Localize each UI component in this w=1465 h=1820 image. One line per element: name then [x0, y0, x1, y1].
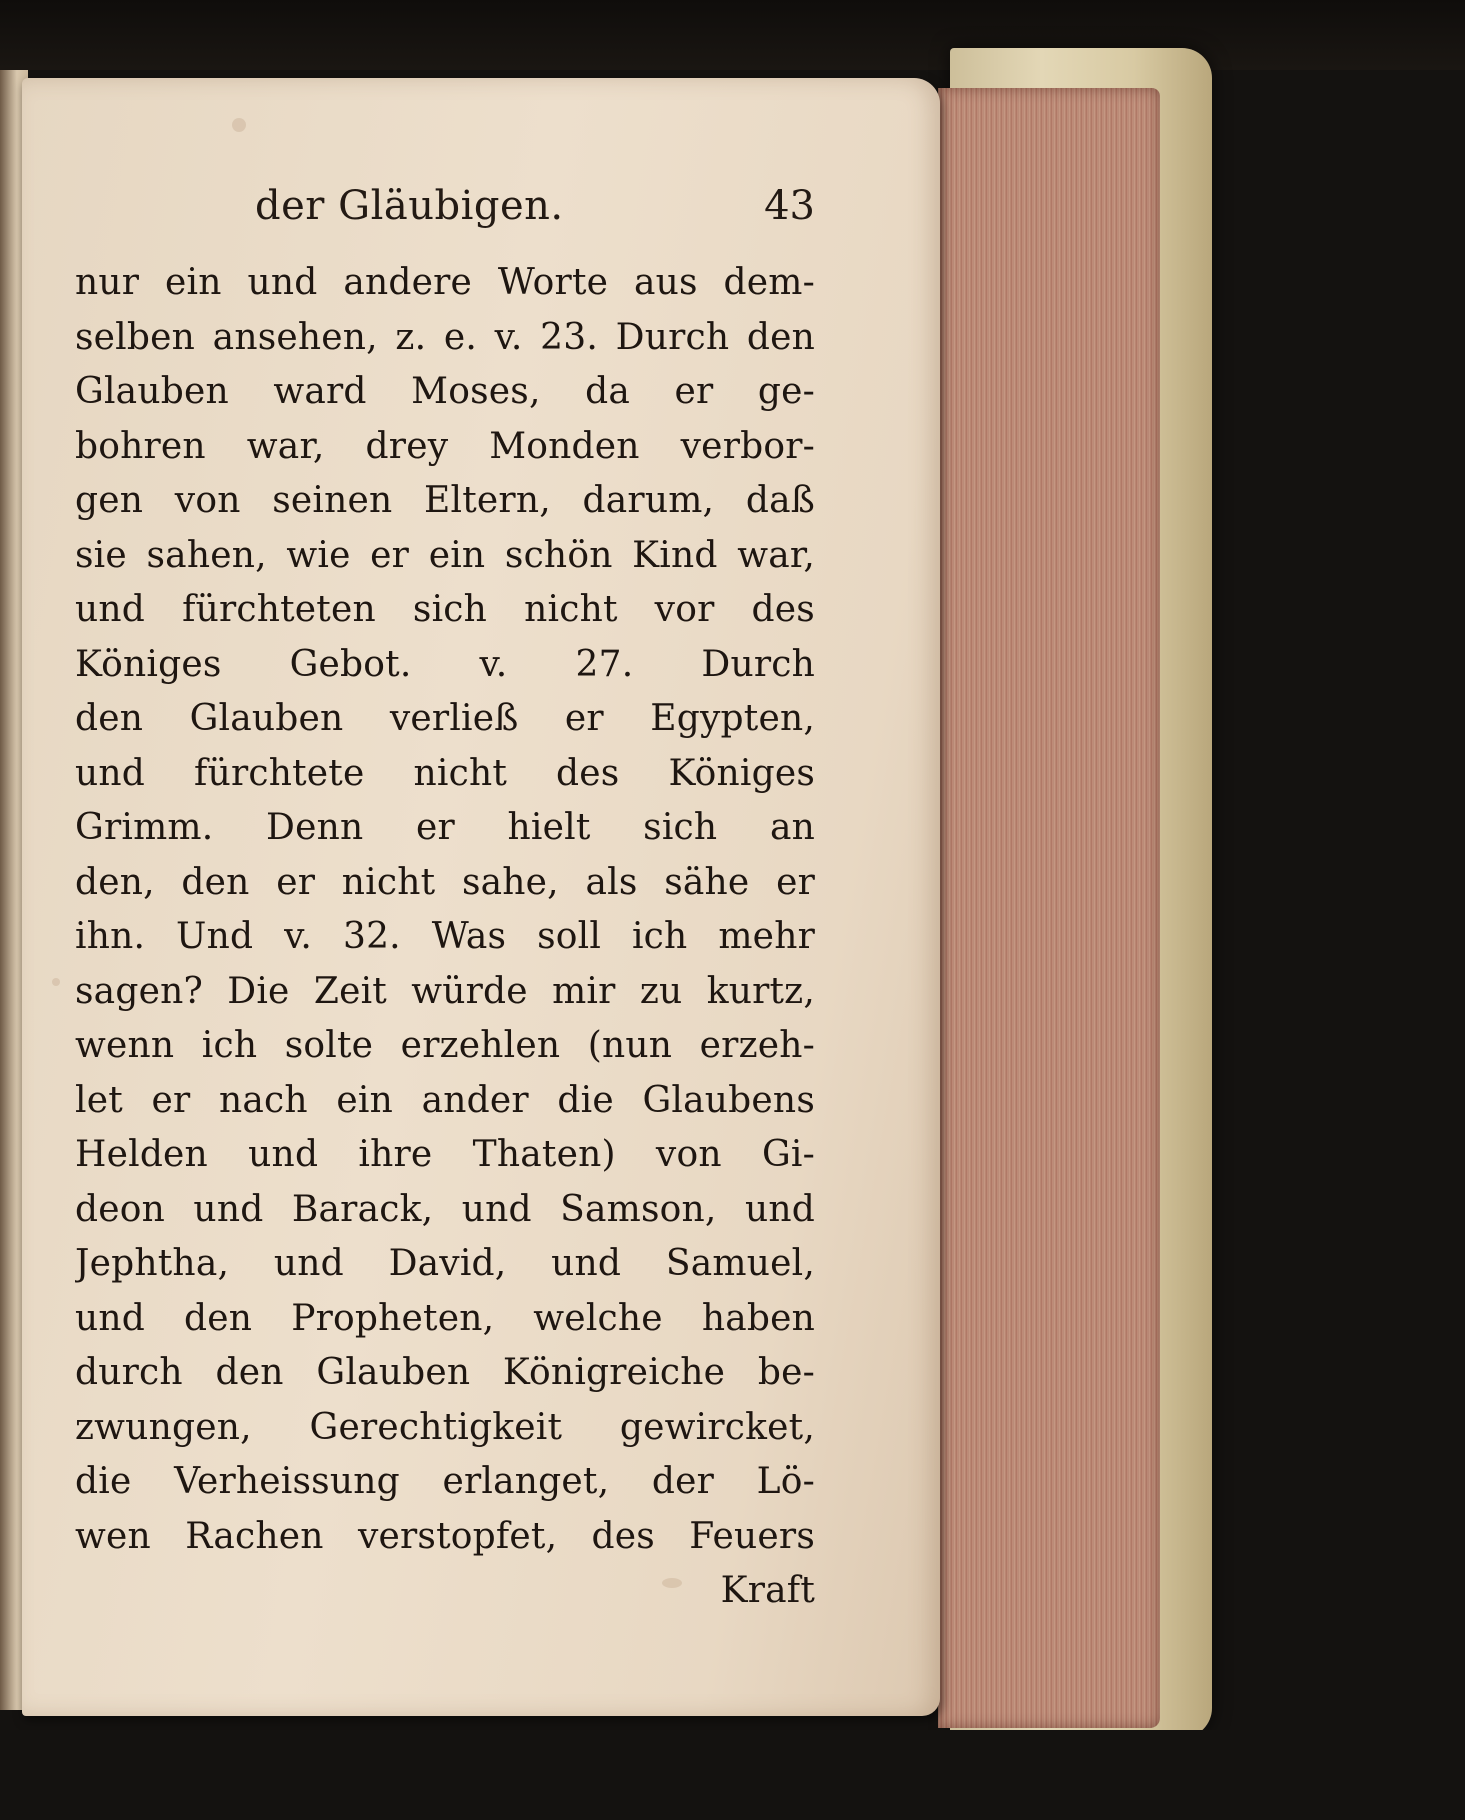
- text-line: nur ein und andere Worte aus dem-: [75, 262, 815, 303]
- running-header: [255, 183, 815, 229]
- text-line: wenn ich solte erzehlen (nun erzeh-: [75, 1025, 815, 1066]
- text-line: let er nach ein ander die Glaubens: [75, 1079, 815, 1121]
- paper-stain: [52, 978, 60, 986]
- text-line: zwungen, Gerechtigkeit gewircket,: [75, 1406, 815, 1448]
- text-line: ihn. Und v. 32. Was soll ich mehr: [75, 916, 815, 957]
- text-line: die Verheissung erlanget, der Lö-: [75, 1461, 815, 1502]
- text-line: sie sahen, wie er ein schön Kind war,: [75, 534, 815, 576]
- text-line: und den Propheten, welche haben: [75, 1297, 815, 1339]
- running-title: der Gläubigen.: [255, 183, 564, 229]
- text-line: Königes Gebot. v. 27. Durch: [75, 643, 815, 685]
- background-top: [0, 0, 1465, 70]
- background-bottom: [0, 1730, 1465, 1820]
- page-number: 43: [764, 183, 815, 229]
- paper-stain: [232, 118, 246, 132]
- text-line: bohren war, drey Monden verbor-: [75, 425, 815, 467]
- text-line: gen von seinen Eltern, darum, daß: [75, 480, 815, 521]
- text-line: durch den Glauben Königreiche be-: [75, 1352, 815, 1393]
- text-line: sagen? Die Zeit würde mir zu kurtz,: [75, 970, 815, 1012]
- text-line: den Glauben verließ er Egypten,: [75, 698, 815, 739]
- text-line: und fürchtete nicht des Königes: [75, 752, 815, 794]
- body-text: [75, 256, 815, 1619]
- catchword: Kraft: [720, 1570, 815, 1611]
- text-line: den, den er nicht sahe, als sähe er: [75, 861, 815, 903]
- page-edges: [938, 88, 1160, 1728]
- text-line: wen Rachen verstopfet, des Feuers: [75, 1515, 815, 1557]
- text-line: Glauben ward Moses, da er ge-: [75, 371, 815, 412]
- text-line: deon und Barack, und Samson, und: [75, 1188, 815, 1230]
- text-line: und fürchteten sich nicht vor des: [75, 589, 815, 630]
- text-line: Jephtha, und David, und Samuel,: [75, 1243, 815, 1284]
- text-line: Helden und ihre Thaten) von Gi-: [75, 1134, 815, 1175]
- text-line: Grimm. Denn er hielt sich an: [75, 807, 815, 848]
- text-line: selben ansehen, z. e. v. 23. Durch den: [75, 316, 815, 358]
